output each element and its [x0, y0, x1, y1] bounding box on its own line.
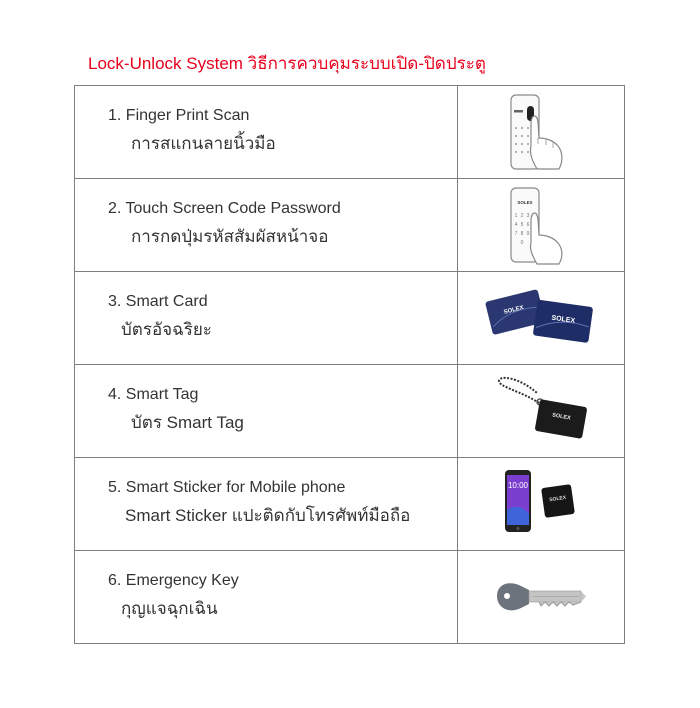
svg-text:9: 9 — [526, 231, 530, 237]
brand-text: SOLEX — [517, 200, 533, 205]
fingerprint-lock-icon — [501, 92, 581, 172]
method-name-th: บัตร Smart Tag — [131, 413, 244, 432]
method-image-cell — [458, 551, 625, 644]
smart-card-icon — [481, 283, 601, 353]
method-text-cell — [75, 551, 458, 644]
page-title: Lock-Unlock System วิธีการควบคุมระบบเปิด-ปิดประตู — [88, 54, 486, 73]
method-text-cell — [75, 272, 458, 365]
svg-text:4: 4 — [514, 222, 518, 228]
method-name-en: 6. Emergency Key — [108, 572, 239, 589]
svg-text:1: 1 — [514, 213, 518, 219]
method-name-en: 2. Touch Screen Code Password — [108, 200, 341, 217]
mobile-sticker-icon — [491, 464, 591, 544]
phone-time: 10:00 — [507, 481, 529, 490]
method-name-th: กุญแจฉุกเฉิน — [121, 599, 218, 618]
brand-text: SOLEX — [550, 314, 576, 325]
svg-text:5: 5 — [520, 222, 524, 228]
svg-text:6: 6 — [526, 222, 530, 228]
keypad-lock-icon — [501, 185, 581, 265]
method-text-cell — [75, 179, 458, 272]
table-row — [75, 365, 625, 458]
method-text-cell — [75, 365, 458, 458]
table-row — [75, 179, 625, 272]
table-row — [75, 272, 625, 365]
brand-text: SOLEX — [503, 305, 525, 316]
smart-tag-icon — [491, 371, 591, 451]
svg-text:3: 3 — [526, 213, 530, 219]
method-name-en: 4. Smart Tag — [108, 386, 199, 403]
method-name-en: 5. Smart Sticker for Mobile phone — [108, 479, 346, 496]
svg-text:7: 7 — [514, 231, 518, 237]
table-row — [75, 458, 625, 551]
lock-methods-table — [74, 85, 625, 644]
method-image-cell — [458, 365, 625, 458]
method-image-cell — [458, 272, 625, 365]
table-row — [75, 551, 625, 644]
method-image-cell — [458, 86, 625, 179]
method-image-cell — [458, 458, 625, 551]
key-icon — [491, 572, 591, 622]
brand-text: SOLEX — [548, 494, 567, 504]
method-text-cell — [75, 86, 458, 179]
method-text-cell — [75, 458, 458, 551]
method-name-en: 3. Smart Card — [108, 293, 208, 310]
table-row — [75, 86, 625, 179]
brand-text: SOLEX — [551, 412, 572, 422]
svg-text:2: 2 — [520, 213, 524, 219]
method-name-th: การสแกนลายนิ้วมือ — [131, 134, 276, 153]
method-name-en: 1. Finger Print Scan — [108, 107, 250, 124]
method-image-cell — [458, 179, 625, 272]
method-name-th: Smart Sticker แปะติดกับโทรศัพท์มือถือ — [125, 506, 411, 525]
svg-text:8: 8 — [520, 231, 524, 237]
method-name-th: บัตรอัจฉริยะ — [121, 320, 212, 339]
svg-text:0: 0 — [520, 240, 524, 246]
method-name-th: การกดปุ่มรหัสสัมผัสหน้าจอ — [131, 227, 329, 246]
